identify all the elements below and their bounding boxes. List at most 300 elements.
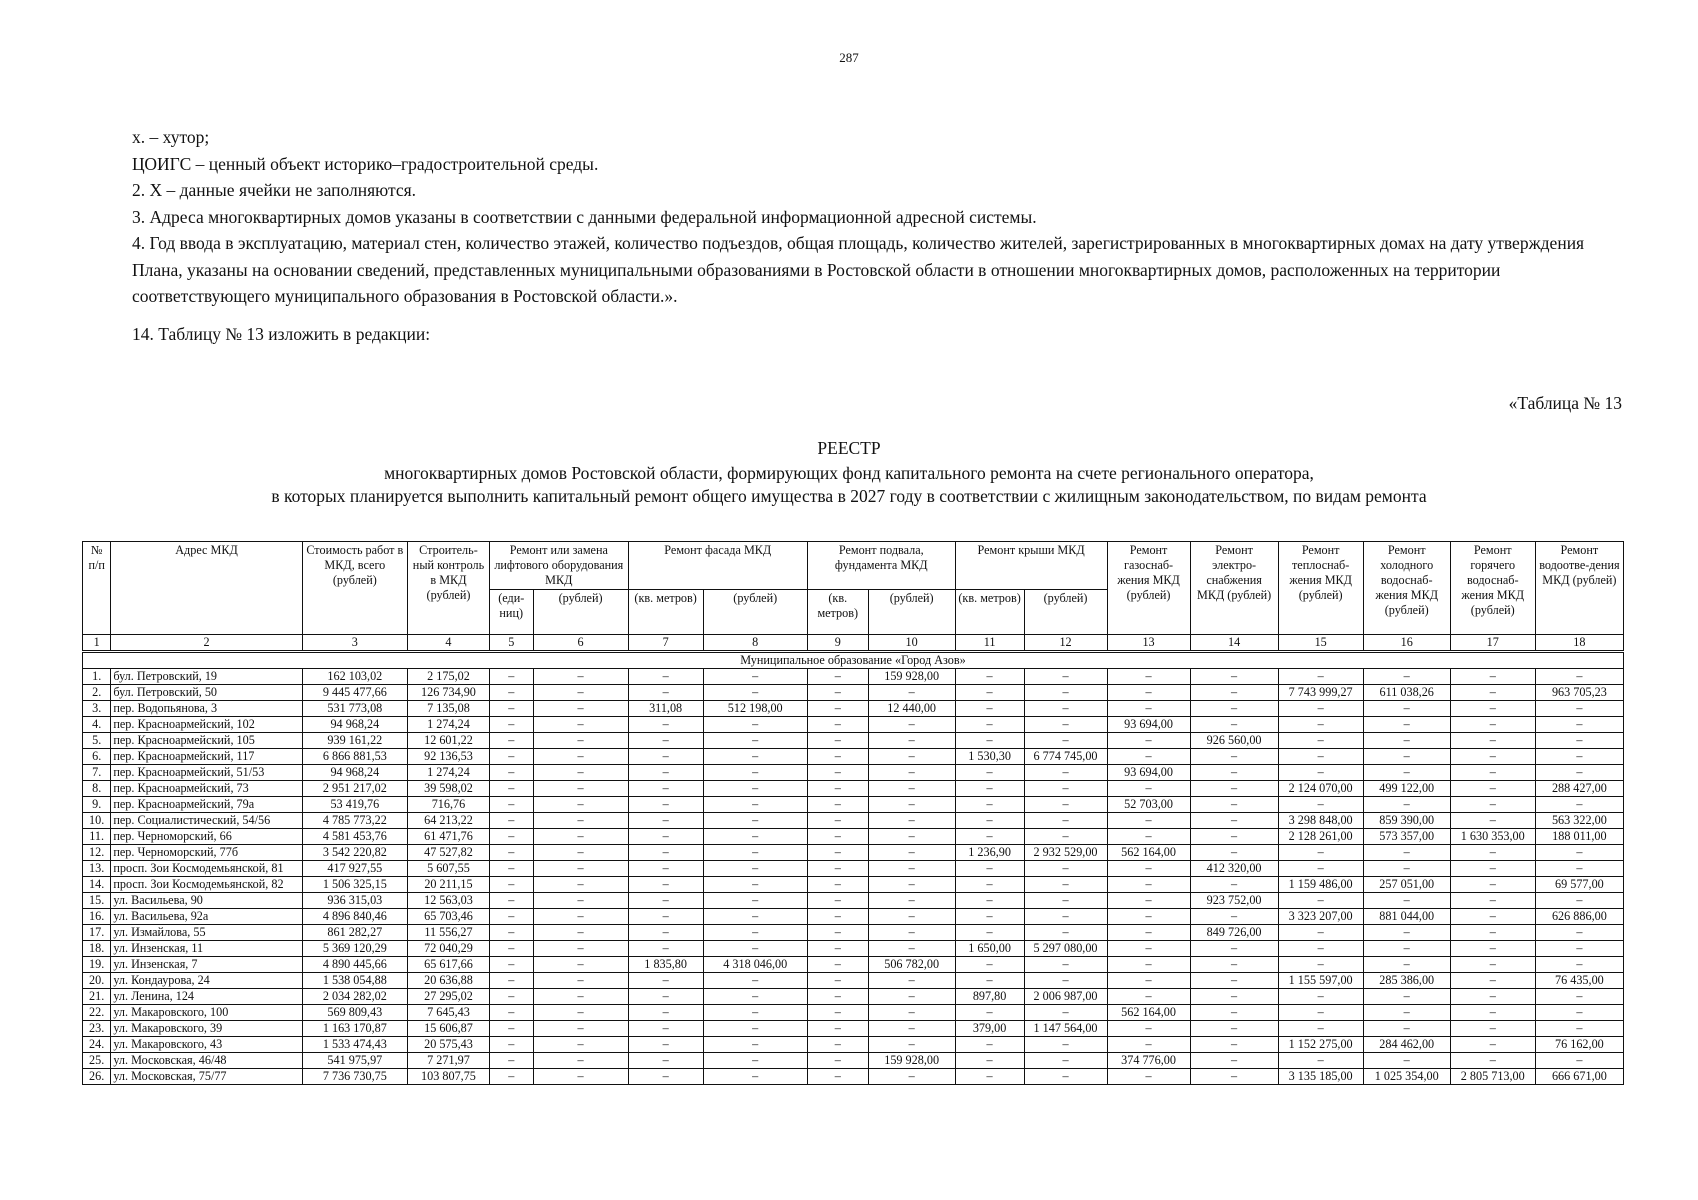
value-cell: 1 274,24 [407,765,489,781]
table-row [83,797,1624,813]
value-cell: – [1024,813,1107,829]
row-number: 4. [83,717,111,733]
value-cell: – [1190,813,1278,829]
subheader-rub: (рублей) [703,590,807,635]
address-cell: ул. Васильева, 92а [111,909,302,925]
value-cell: – [1363,701,1450,717]
row-number: 18. [83,941,111,957]
value-cell: – [1450,941,1535,957]
value-cell: – [628,765,703,781]
table-row [83,909,1624,925]
row-number: 22. [83,1005,111,1021]
value-cell: – [533,1021,628,1037]
value-cell: – [955,717,1024,733]
value-cell: – [533,925,628,941]
value-cell: – [1190,909,1278,925]
value-cell: – [703,781,807,797]
row-number: 21. [83,989,111,1005]
value-cell: – [807,957,868,973]
value-cell: 159 928,00 [868,669,955,685]
column-number: 8 [703,635,807,652]
table-row [83,845,1624,861]
registry-table [82,541,1624,1085]
value-cell: 2 034 282,02 [302,989,407,1005]
value-cell: – [1024,1053,1107,1069]
value-cell: – [533,1069,628,1085]
value-cell: – [1450,845,1535,861]
header-construction-control: Строитель-ный контроль в МКД (рублей) [407,542,489,635]
value-cell: 626 886,00 [1535,909,1623,925]
value-cell: 53 419,76 [302,797,407,813]
value-cell: – [868,717,955,733]
value-cell: – [533,989,628,1005]
value-cell: 284 462,00 [1363,1037,1450,1053]
value-cell: – [1278,989,1363,1005]
note-line: 3. Адреса многоквартирных домов указаны в соответствии с данными федеральной информационной адресной системы. [132,206,1037,227]
value-cell: – [1450,877,1535,893]
address-cell: ул. Ленина, 124 [111,989,302,1005]
row-number: 11. [83,829,111,845]
value-cell: – [628,749,703,765]
value-cell: – [1190,749,1278,765]
value-cell: 27 295,02 [407,989,489,1005]
address-cell: пер. Красноармейский, 79а [111,797,302,813]
value-cell: – [1024,781,1107,797]
value-cell: – [955,893,1024,909]
value-cell: 861 282,27 [302,925,407,941]
table-row [83,685,1624,701]
value-cell: 1 530,30 [955,749,1024,765]
value-cell: 926 560,00 [1190,733,1278,749]
value-cell: – [1363,717,1450,733]
value-cell: – [1107,829,1190,845]
value-cell: – [1450,781,1535,797]
value-cell: – [703,717,807,733]
value-cell: – [807,1053,868,1069]
table-row [83,1005,1624,1021]
address-cell: пер. Красноармейский, 51/53 [111,765,302,781]
value-cell: 4 318 046,00 [703,957,807,973]
value-cell: – [489,1037,533,1053]
value-cell: – [1535,765,1623,781]
value-cell: – [628,893,703,909]
table-row [83,781,1624,797]
value-cell: – [1278,717,1363,733]
value-cell: – [703,893,807,909]
value-cell: – [1107,973,1190,989]
row-number: 2. [83,685,111,701]
value-cell: – [1190,701,1278,717]
column-number: 9 [807,635,868,652]
value-cell: – [1024,1069,1107,1085]
value-cell: – [1278,733,1363,749]
value-cell: – [868,813,955,829]
value-cell: 573 357,00 [1363,829,1450,845]
header-num: № п/п [83,542,111,635]
value-cell: 2 805 713,00 [1450,1069,1535,1085]
value-cell: 5 297 080,00 [1024,941,1107,957]
value-cell: – [868,829,955,845]
table-row [83,925,1624,941]
value-cell: – [533,1037,628,1053]
value-cell: – [807,973,868,989]
value-cell: – [533,685,628,701]
subheader-rub: (рублей) [868,590,955,635]
table-row [83,861,1624,877]
value-cell: – [628,861,703,877]
value-cell: – [1278,925,1363,941]
table-row [83,765,1624,781]
value-cell: – [1107,749,1190,765]
value-cell: – [1535,989,1623,1005]
value-cell: – [1107,813,1190,829]
value-cell: – [628,1069,703,1085]
column-number: 18 [1535,635,1623,652]
row-number: 8. [83,781,111,797]
value-cell: – [533,973,628,989]
municipality-row [83,652,1624,669]
value-cell: – [533,877,628,893]
address-cell: пер. Красноармейский, 102 [111,717,302,733]
value-cell: – [703,749,807,765]
value-cell: – [955,765,1024,781]
row-number: 19. [83,957,111,973]
value-cell: – [1450,669,1535,685]
value-cell: 1 025 354,00 [1363,1069,1450,1085]
value-cell: – [1450,1005,1535,1021]
value-cell: 512 198,00 [703,701,807,717]
address-cell: ул. Инзенская, 7 [111,957,302,973]
value-cell: – [533,781,628,797]
column-number: 10 [868,635,955,652]
address-cell: ул. Васильева, 90 [111,893,302,909]
value-cell: – [489,973,533,989]
value-cell: – [489,765,533,781]
address-cell: пер. Черноморский, 66 [111,829,302,845]
value-cell: – [807,749,868,765]
value-cell: – [1107,941,1190,957]
value-cell: – [628,1037,703,1053]
value-cell: – [1278,845,1363,861]
value-cell: 76 435,00 [1535,973,1623,989]
value-cell: – [489,781,533,797]
value-cell: – [703,973,807,989]
value-cell: – [489,941,533,957]
value-cell: – [533,765,628,781]
registry-subtitle-line: в которых планируется выполнить капитальный ремонт общего имущества в 2027 году в соответствии с жилищным законодательством, по видам ремонта [271,486,1427,506]
value-cell: – [807,925,868,941]
row-number: 25. [83,1053,111,1069]
row-number: 9. [83,797,111,813]
value-cell: 1 506 325,15 [302,877,407,893]
value-cell: 3 323 207,00 [1278,909,1363,925]
value-cell: – [1535,797,1623,813]
value-cell: 61 471,76 [407,829,489,845]
value-cell: – [1190,877,1278,893]
value-cell: 562 164,00 [1107,845,1190,861]
value-cell: – [1107,685,1190,701]
value-cell: – [868,1069,955,1085]
value-cell: 69 577,00 [1535,877,1623,893]
column-number: 7 [628,635,703,652]
value-cell: – [1190,973,1278,989]
value-cell: 859 390,00 [1363,813,1450,829]
value-cell: – [1278,1053,1363,1069]
value-cell: – [489,893,533,909]
value-cell: 94 968,24 [302,717,407,733]
value-cell: 11 556,27 [407,925,489,941]
value-cell: – [1450,1053,1535,1069]
value-cell: – [1278,669,1363,685]
address-cell: пер. Социалистический, 54/56 [111,813,302,829]
value-cell: – [489,925,533,941]
value-cell: – [868,781,955,797]
table-row [83,829,1624,845]
value-cell: 611 038,26 [1363,685,1450,701]
value-cell: – [1107,957,1190,973]
column-number: 17 [1450,635,1535,652]
value-cell: – [807,765,868,781]
value-cell: – [1363,845,1450,861]
subheader-sqm: (кв. метров) [628,590,703,635]
value-cell: 2 124 070,00 [1278,781,1363,797]
value-cell: – [533,701,628,717]
note-line: х. – хутор; [132,127,210,147]
value-cell: – [1024,925,1107,941]
address-cell: ул. Макаровского, 100 [111,1005,302,1021]
address-cell: просп. Зои Космодемьянской, 82 [111,877,302,893]
table-row [83,877,1624,893]
row-number: 15. [83,893,111,909]
value-cell: – [1450,685,1535,701]
value-cell: – [703,1053,807,1069]
value-cell: 257 051,00 [1363,877,1450,893]
address-cell: ул. Московская, 75/77 [111,1069,302,1085]
value-cell: – [1278,957,1363,973]
value-cell: – [1190,1005,1278,1021]
address-cell: просп. Зои Космодемьянской, 81 [111,861,302,877]
table-row [83,813,1624,829]
value-cell: 288 427,00 [1535,781,1623,797]
registry-title: РЕЕСТР [817,438,881,458]
value-cell: 1 538 054,88 [302,973,407,989]
value-cell: – [489,861,533,877]
value-cell: – [533,893,628,909]
address-cell: бул. Петровский, 19 [111,669,302,685]
value-cell: – [628,989,703,1005]
value-cell: – [1450,1037,1535,1053]
value-cell: – [1024,685,1107,701]
value-cell: – [1024,829,1107,845]
table-row [83,893,1624,909]
value-cell: – [703,1005,807,1021]
value-cell: – [1190,765,1278,781]
value-cell: 2 175,02 [407,669,489,685]
value-cell: – [1450,861,1535,877]
value-cell: – [807,733,868,749]
value-cell: – [955,733,1024,749]
value-cell: – [1024,957,1107,973]
value-cell: – [1535,1005,1623,1021]
value-cell: – [807,989,868,1005]
value-cell: – [1024,877,1107,893]
value-cell: – [868,1037,955,1053]
address-cell: ул. Кондаурова, 24 [111,973,302,989]
value-cell: – [868,941,955,957]
value-cell: 20 211,15 [407,877,489,893]
value-cell: – [1450,797,1535,813]
value-cell: – [1190,1021,1278,1037]
value-cell: – [489,717,533,733]
value-cell: – [489,1005,533,1021]
subheader-sqm: (кв. метров) [807,590,868,635]
value-cell: – [489,877,533,893]
value-cell: – [1363,989,1450,1005]
table-row [83,1021,1624,1037]
value-cell: – [1190,781,1278,797]
value-cell: – [1278,749,1363,765]
value-cell: – [1535,733,1623,749]
row-number: 12. [83,845,111,861]
value-cell: – [703,925,807,941]
value-cell: – [1190,669,1278,685]
value-cell: – [628,925,703,941]
note-line: 4. Год ввода в эксплуатацию, материал стен, количество этажей, количество подъездов, общая площадь, количество жителей, зарегистрированных в многоквартирных домах на дату утверждения Плана, указаны на основании сведений, представленных муниципальными образованиями в Ростовской области в отношении многоквартирных домов, расположенных на территории соответствующего муниципального образования в Ростовской области.». [132,233,1585,306]
value-cell: – [1024,701,1107,717]
header-heat: Ремонт теплоснаб-жения МКД (рублей) [1278,542,1363,635]
value-cell: – [868,861,955,877]
value-cell: – [703,845,807,861]
value-cell: – [955,1005,1024,1021]
value-cell: – [1024,765,1107,781]
header-hot-water: Ремонт горячего водоснаб-жения МКД (рублей) [1450,542,1535,635]
value-cell: 7 135,08 [407,701,489,717]
value-cell: – [1535,1053,1623,1069]
header-sewer: Ремонт водоотве-дения МКД (рублей) [1535,542,1623,635]
value-cell: – [1278,701,1363,717]
value-cell: 285 386,00 [1363,973,1450,989]
value-cell: 1 159 486,00 [1278,877,1363,893]
value-cell: – [1024,1005,1107,1021]
value-cell: 103 807,75 [407,1069,489,1085]
value-cell: – [489,989,533,1005]
value-cell: – [1363,957,1450,973]
value-cell: – [533,797,628,813]
address-cell: ул. Инзенская, 11 [111,941,302,957]
row-number: 14. [83,877,111,893]
value-cell: – [807,1069,868,1085]
value-cell: – [1535,845,1623,861]
value-cell: – [868,1021,955,1037]
value-cell: – [1450,989,1535,1005]
value-cell: – [1535,861,1623,877]
value-cell: – [1278,893,1363,909]
header-cold-water: Ремонт холодного водоснаб-жения МКД (рублей) [1363,542,1450,635]
address-cell: ул. Макаровского, 43 [111,1037,302,1053]
row-number: 23. [83,1021,111,1037]
header-total-cost: Стоимость работ в МКД, всего (рублей) [302,542,407,635]
value-cell: – [1190,717,1278,733]
value-cell: – [533,829,628,845]
row-number: 6. [83,749,111,765]
value-cell: – [1278,797,1363,813]
value-cell: – [955,797,1024,813]
column-number: 1 [83,635,111,652]
table-row [83,973,1624,989]
value-cell: – [868,877,955,893]
value-cell: – [1535,749,1623,765]
value-cell: – [703,733,807,749]
value-cell: – [1535,669,1623,685]
row-number: 17. [83,925,111,941]
column-number: 13 [1107,635,1190,652]
value-cell: – [955,1053,1024,1069]
value-cell: – [868,845,955,861]
value-cell: – [1107,701,1190,717]
value-cell: – [1107,1037,1190,1053]
value-cell: – [807,781,868,797]
table-row [83,701,1624,717]
value-cell: – [1278,1021,1363,1037]
row-number: 26. [83,1069,111,1085]
value-cell: – [533,717,628,733]
value-cell: – [1363,749,1450,765]
value-cell: – [1535,717,1623,733]
value-cell: – [703,1069,807,1085]
value-cell: 1 236,90 [955,845,1024,861]
value-cell: – [1278,861,1363,877]
subheader-rub: (рублей) [1024,590,1107,635]
value-cell: – [1107,733,1190,749]
value-cell: 92 136,53 [407,749,489,765]
value-cell: – [1190,941,1278,957]
value-cell: 2 932 529,00 [1024,845,1107,861]
row-number: 3. [83,701,111,717]
value-cell: – [1363,861,1450,877]
value-cell: 5 607,55 [407,861,489,877]
value-cell: 936 315,03 [302,893,407,909]
value-cell: 1 147 564,00 [1024,1021,1107,1037]
value-cell: – [1278,765,1363,781]
value-cell: – [1450,909,1535,925]
value-cell: 6 866 881,53 [302,749,407,765]
address-cell: пер. Красноармейский, 105 [111,733,302,749]
value-cell: – [807,813,868,829]
value-cell: 159 928,00 [868,1053,955,1069]
value-cell: – [703,1021,807,1037]
value-cell: – [1024,973,1107,989]
row-number: 24. [83,1037,111,1053]
value-cell: 3 135 185,00 [1278,1069,1363,1085]
value-cell: – [807,701,868,717]
value-cell: 65 703,46 [407,909,489,925]
value-cell: – [807,893,868,909]
value-cell: – [807,877,868,893]
value-cell: – [1363,925,1450,941]
row-number: 10. [83,813,111,829]
value-cell: – [489,797,533,813]
value-cell: 1 163 170,87 [302,1021,407,1037]
value-cell: – [807,1037,868,1053]
value-cell: – [807,1021,868,1037]
note-line: ЦОИГС – ценный объект историко–градостроительной среды. [132,153,599,174]
value-cell: 2 128 261,00 [1278,829,1363,845]
value-cell: 76 162,00 [1535,1037,1623,1053]
row-number: 1. [83,669,111,685]
value-cell: – [1024,1037,1107,1053]
value-cell: – [628,877,703,893]
header-gas: Ремонт газоснаб-жения МКД (рублей) [1107,542,1190,635]
